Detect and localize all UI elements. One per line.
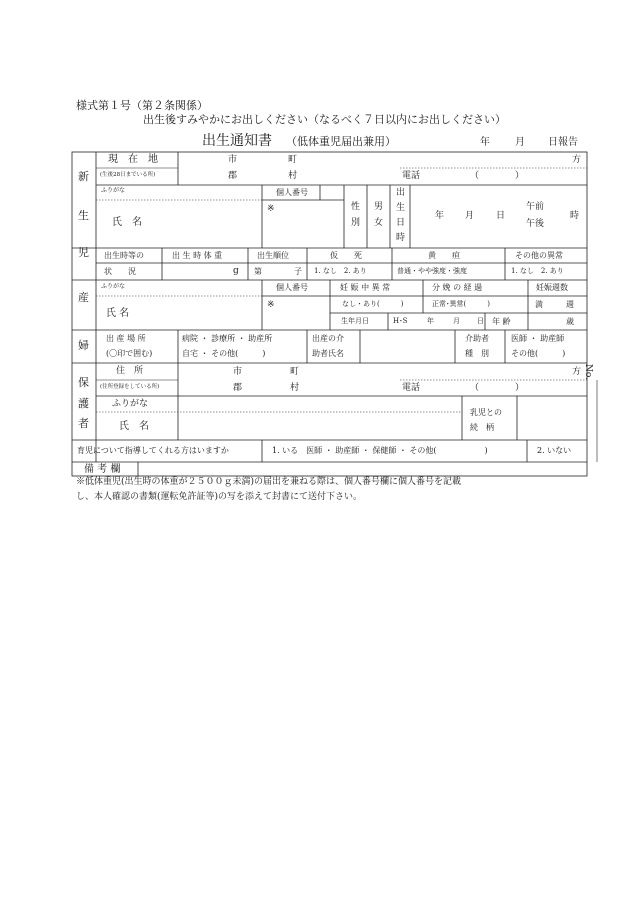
mother-dob-year: 年 [427, 317, 434, 325]
section-guardian-char-2: 護 [78, 397, 89, 410]
newborn-jaundice-label: 黄 疸 [428, 251, 460, 260]
mother-pregnancy-label: 妊 娠 中 異 常 [340, 283, 391, 292]
newborn-phone-open: （ [470, 171, 480, 181]
section-newborn-char-3: 児 [78, 246, 89, 259]
assistant-type-options-2[interactable]: その他( ) [511, 349, 566, 358]
mother-furigana-label: ふりがな [101, 283, 126, 290]
mother-age-label: 年 齢 [492, 317, 511, 326]
newborn-birth-month: 月 [465, 211, 475, 221]
assistant-type-label-2: 種 別 [465, 349, 489, 358]
guardian-furigana-label: ふりがな [112, 399, 149, 409]
newborn-other-label: その他の異常 [515, 251, 563, 260]
newborn-county: 郡 [228, 171, 238, 181]
assistant-type-label-1: 介助者 [465, 334, 489, 343]
birthplace-label-2: (〇印で囲む) [106, 349, 153, 358]
guardian-direction: 方 [572, 367, 582, 377]
newborn-sex-female[interactable]: 女 [374, 218, 384, 228]
newborn-birth-char-2: 生 [396, 203, 406, 213]
mother-dob-day: 日 [477, 317, 484, 325]
remarks-label: 備 考 欄 [84, 464, 121, 475]
newborn-other-options[interactable]: 1. なし 2. あり [511, 267, 564, 275]
assistant-name-label-2: 助者氏名 [312, 349, 344, 358]
guardian-city: 市 [233, 367, 243, 377]
form-number: 様式第１号（第２条関係） [76, 99, 208, 112]
newborn-asphyxia-label: 仮 死 [330, 251, 362, 260]
newborn-order-value-2: 子 [294, 267, 302, 276]
side-number-label: No. [583, 364, 593, 380]
newborn-city: 市 [228, 155, 238, 165]
newborn-am[interactable]: 午前 [526, 202, 545, 212]
section-mother-char-2: 婦 [78, 339, 89, 352]
assistant-type-options-1[interactable]: 医師 ・ 助産師 [511, 334, 565, 343]
birthplace-options-2[interactable]: 自宅 ・ その他( ) [182, 349, 266, 358]
mother-age-unit: 歳 [566, 317, 574, 326]
newborn-direction: 方 [572, 155, 582, 165]
section-newborn-char-1: 新 [78, 170, 89, 183]
mother-dob-month: 月 [453, 317, 460, 325]
parenting-answer-yes[interactable]: 1. いる 医師 ・ 助産師 ・ 保健師 ・ その他( ) [272, 446, 488, 455]
birthplace-options-1[interactable]: 病院 ・ 診療所 ・ 助産所 [182, 334, 273, 343]
report-day-label: 日報告 [548, 137, 578, 148]
newborn-birth-char-1: 出 [396, 188, 406, 198]
mother-weeks-label: 妊娠週数 [536, 283, 568, 292]
mother-dob-label: 生年月日 [341, 317, 369, 325]
guardian-relation-label-1: 乳児との [470, 408, 502, 417]
newborn-sex-male[interactable]: 男 [374, 202, 384, 212]
newborn-asphyxia-options[interactable]: 1. なし 2. あり [314, 267, 367, 275]
submission-notice: 出生後すみやかにお出しください（なるべく７日以内にお出しください） [143, 113, 506, 126]
mother-id-mark: ※ [267, 300, 275, 310]
newborn-address-label: 現 在 地 [108, 154, 158, 165]
assistant-name-label-1: 出産の介 [312, 334, 344, 343]
mother-weeks-value-1: 満 [535, 300, 543, 309]
report-year-label: 年 [480, 137, 490, 148]
mother-weeks-value-2: 週 [566, 300, 574, 309]
guardian-phone-open: （ [470, 383, 480, 393]
guardian-name-label: 氏 名 [119, 421, 149, 432]
section-guardian-char-3: 者 [78, 417, 89, 430]
newborn-id-mark: ※ [267, 204, 275, 214]
footnote-line-1: ※低体重児(出生時の体重が２５００ｇ未満)の届出を兼ねる際は、個人番号欄に個人番号を記載 [76, 477, 462, 487]
newborn-birth-char-3: 日 [396, 218, 406, 228]
guardian-relation-label-2: 続 柄 [470, 423, 494, 432]
mother-dob-era[interactable]: H･S [393, 317, 408, 325]
newborn-order-value-1: 第 [254, 267, 262, 276]
newborn-sex-char-2: 別 [351, 218, 361, 228]
newborn-birth-day: 日 [496, 211, 506, 221]
guardian-village: 村 [290, 383, 300, 393]
newborn-birth-year: 年 [435, 211, 445, 221]
section-mother-char-1: 産 [78, 291, 89, 304]
guardian-phone-close: ） [515, 383, 525, 393]
page-title: 出生通知書 [202, 133, 272, 149]
mother-pregnancy-options[interactable]: なし・あり( ) [342, 300, 404, 308]
page-subtitle: （低体重児届出兼用） [286, 135, 396, 148]
guardian-address-note: (住所登録をしている所) [100, 384, 160, 390]
newborn-weight-unit: g [233, 266, 239, 276]
newborn-order-label: 出生順位 [257, 251, 289, 260]
newborn-town: 町 [288, 155, 298, 165]
guardian-address-label: 住 所 [116, 366, 144, 376]
newborn-jaundice-options[interactable]: 普通・やや強度・強度 [397, 267, 467, 275]
newborn-id-label: 個人番号 [276, 188, 308, 197]
section-newborn-char-2: 生 [78, 209, 89, 222]
mother-delivery-options[interactable]: 正常･異常( ) [432, 300, 490, 308]
parenting-question: 育児について指導してくれる方はいますか [77, 446, 229, 455]
mother-id-label: 個人番号 [276, 283, 308, 292]
newborn-status-label-1: 出生時等の [104, 251, 144, 260]
guardian-phone-label: 電話 [402, 383, 421, 393]
newborn-village: 村 [288, 171, 298, 181]
parenting-answer-no[interactable]: 2. いない [537, 446, 572, 455]
newborn-name-label: 氏 名 [112, 217, 142, 228]
newborn-hour: 時 [570, 211, 580, 221]
newborn-phone-label: 電話 [402, 171, 421, 181]
footnote-line-2: し、本人確認の書類(運転免許証等)の写を添えて封書にて送付下さい。 [76, 492, 363, 502]
mother-delivery-label: 分 娩 の 経 過 [432, 283, 483, 292]
newborn-status-label-2: 状 況 [104, 267, 136, 276]
newborn-sex-char-1: 性 [351, 202, 361, 212]
newborn-furigana-label: ふりがな [101, 187, 126, 194]
newborn-address-note: (生後28日までいる所) [100, 172, 156, 178]
newborn-weight-label: 出 生 時 体 重 [172, 251, 223, 260]
newborn-pm[interactable]: 午後 [526, 219, 545, 229]
guardian-town: 町 [290, 367, 300, 377]
mother-name-label: 氏 名 [106, 308, 130, 319]
guardian-county: 郡 [233, 383, 243, 393]
newborn-birth-char-4: 時 [396, 233, 406, 243]
newborn-phone-close: ） [515, 171, 525, 181]
birthplace-label-1: 出 産 場 所 [106, 334, 146, 343]
section-guardian-char-1: 保 [78, 376, 89, 389]
report-month-label: 月 [515, 137, 525, 148]
